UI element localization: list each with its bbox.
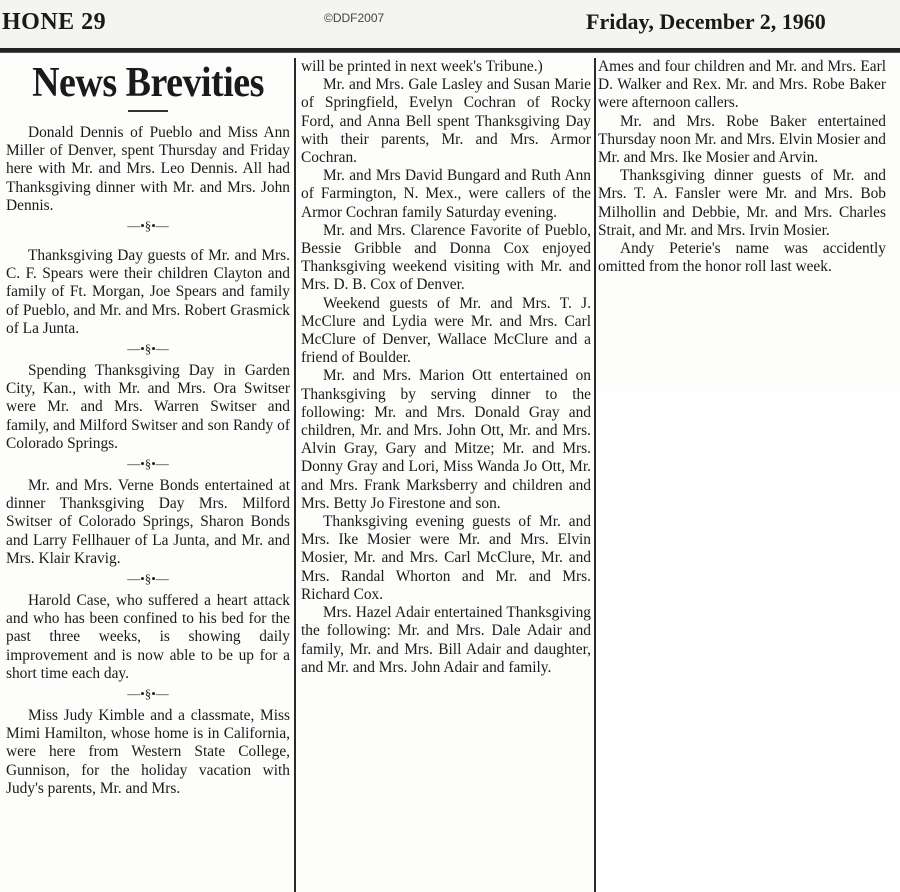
news-item: Mr. and Mrs. Clarence Favorite of Pueblo, Bessie Gribble and Donna Cox enjoyed Thanksgiving weekend visiting with Mr. and Mrs. D. B. Cox of Denver. bbox=[301, 221, 591, 294]
ornament-divider: —•§•— bbox=[127, 218, 169, 234]
news-item: Ames and four children and Mr. and Mrs. Earl D. Walker and Rex. Mr. and Mrs. Robe Baker were afternoon callers. bbox=[598, 58, 886, 112]
column-2 bbox=[301, 58, 591, 677]
ornament-divider: —•§•— bbox=[127, 456, 169, 472]
news-item: Mr. and Mrs. Marion Ott entertained on Thanksgiving by serving dinner to the following: Mr. and Mrs. Donald Gray and children, Mr. and Mrs. John Ott, Mr. and Mrs. Alvin Gray, Gary and Mitze; Mr. and Mrs. Donny Gray and Lori, Miss Wanda Jo Ott, Mr. and Mrs. Frank Marksberry and children and Mrs. Betty Jo Firestone and son. bbox=[301, 367, 591, 512]
ornament-divider: —•§•— bbox=[127, 341, 169, 357]
page-number: HONE 29 bbox=[2, 9, 107, 35]
news-item: Harold Case, who suffered a heart attack and who has been confined to his bed for the past three weeks, is showing daily improvement and is now able to be up for a short time each day. bbox=[6, 592, 290, 682]
news-item: Donald Dennis of Pueblo and Miss Ann Miller of Denver, spent Thursday and Friday here with Mr. and Mrs. Leo Dennis. All had Thanksgiving dinner with Mr. and Mrs. John Dennis. bbox=[6, 124, 290, 214]
news-item: Mr. and Mrs David Bungard and Ruth Ann of Farmington, N. Mex., were callers of the Armor Cochran family Saturday evening. bbox=[301, 167, 591, 221]
masthead-underline bbox=[0, 52, 900, 53]
news-item: Thanksgiving Day guests of Mr. and Mrs. C. F. Spears were their children Clayton and family of Ft. Morgan, Joe Spears and family of Pueblo, and Mr. and Mrs. Robert Grasmick of La Junta. bbox=[6, 247, 290, 337]
news-item: Weekend guests of Mr. and Mrs. T. J. McClure and Lydia were Mr. and Mrs. Carl McClure of Denver, Wallace McClure and a friend of Boulder. bbox=[301, 294, 591, 367]
headline: News Brevities bbox=[32, 59, 264, 107]
news-item: Mr. and Mrs. Gale Lasley and Susan Marie of Springfield, Evelyn Cochran of Rocky Ford, and Anna Bell spent Thanksgiving Day with their parents, Mr. and Mrs. Armor Cochran. bbox=[301, 76, 591, 167]
news-item: Andy Peterie's name was accidently omitted from the honor roll last week. bbox=[598, 240, 886, 276]
headline-rule bbox=[128, 110, 168, 112]
news-item: Spending Thanksgiving Day in Garden City, Kan., with Mr. and Mrs. Ora Switser were Mr. and Mrs. Warren Switser and family, and Milford Switser and son Randy of Colorado Springs. bbox=[6, 362, 290, 452]
ornament-divider: —•§•— bbox=[127, 571, 169, 587]
column-divider bbox=[594, 58, 596, 892]
news-item: Mr. and Mrs. Verne Bonds entertained at dinner Thanksgiving Day Mrs. Milford Switser of Colorado Springs, Sharon Bonds and Larry Fellhauer of La Junta, and Mr. and Mrs. Klair Kravig. bbox=[6, 477, 290, 567]
blank-area bbox=[597, 392, 900, 892]
news-item: Thanksgiving evening guests of Mr. and Mrs. Ike Mosier were Mr. and Mrs. Elvin Mosier, Mr. and Mrs. Carl McClure, Mr. and Mrs. Randal Whorton and Mr. and Mrs. Richard Cox. bbox=[301, 513, 591, 603]
masthead bbox=[0, 0, 900, 52]
column-3 bbox=[598, 58, 886, 276]
news-item: will be printed in next week's Tribune.) bbox=[301, 58, 543, 75]
news-item: Mr. and Mrs. Robe Baker entertained Thursday noon Mr. and Mrs. Elvin Mosier and Mr. and Mrs. Ike Mosier and Arvin. bbox=[598, 112, 886, 167]
news-item: Miss Judy Kimble and a classmate, Miss Mimi Hamilton, whose home is in California, were here from Western State College, Gunnison, for the holiday vacation with Judy's parents, Mr. and Mrs. bbox=[6, 707, 290, 797]
column-divider bbox=[294, 58, 296, 892]
issue-date: Friday, December 2, 1960 bbox=[586, 9, 826, 34]
news-item: Mrs. Hazel Adair entertained Thanksgiving the following: Mr. and Mrs. Dale Adair and family, Mr. and Mrs. Bill Adair and daughter, and Mr. and Mrs. John Adair and family. bbox=[301, 604, 591, 676]
column-1 bbox=[6, 58, 290, 798]
news-item: Thanksgiving dinner guests of Mr. and Mrs. T. A. Fansler were Mr. and Mrs. Bob Milhollin and Debbie, Mr. and Mrs. Charles Strait, and Mr. and Mrs. Irvin Mosier. bbox=[598, 167, 886, 239]
copyright-watermark: ©DDF2007 bbox=[324, 11, 385, 25]
ornament-divider: —•§•— bbox=[127, 686, 169, 702]
